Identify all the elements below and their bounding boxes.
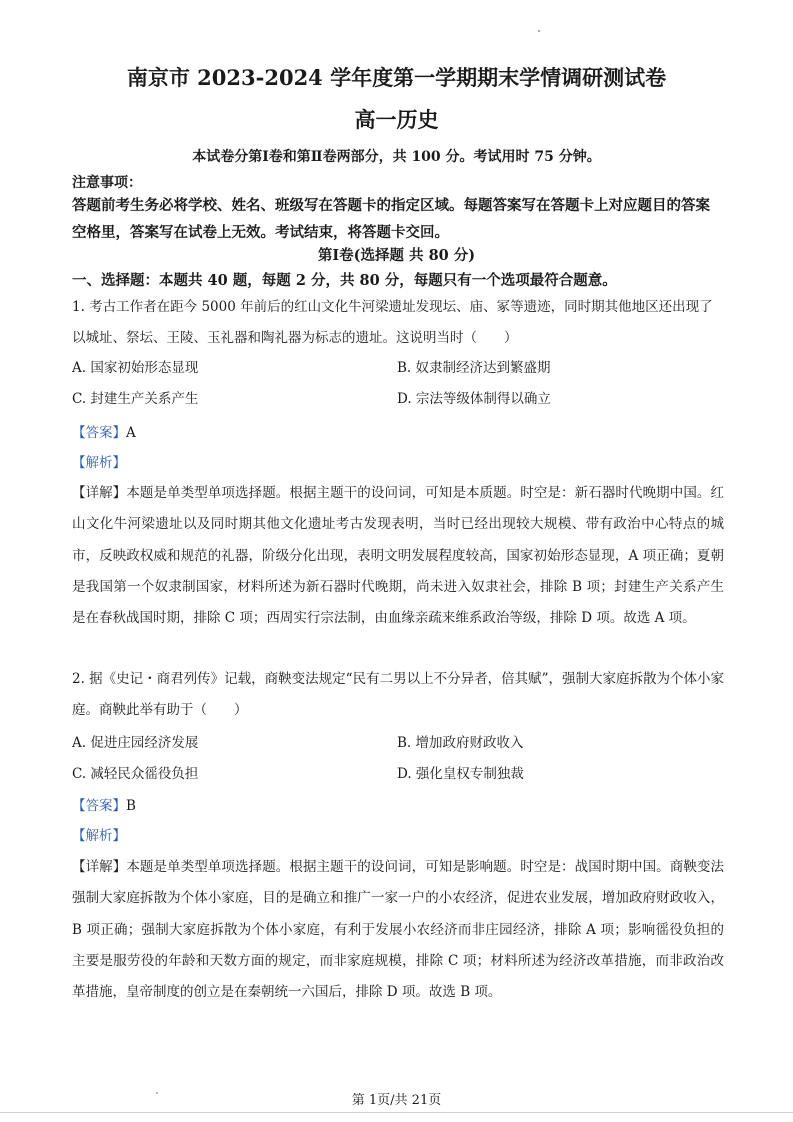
option-d: D. 宗法等级体制得以确立 [397,391,551,407]
answer-value: B [126,798,136,814]
option-b: B. 增加政府财政收入 [397,735,524,751]
option-d: D. 强化皇权专制独裁 [397,766,524,782]
exam-subject: 高一历史 [354,107,439,132]
option-a: A. 促进庄园经济发展 [72,735,199,751]
answer-value: A [126,425,136,441]
scan-dot [538,30,540,32]
exam-info: 本试卷分第Ⅰ卷和第Ⅱ卷两部分，共 100 分。考试用时 75 分钟。 [192,149,601,165]
analysis-label: 【解析】 [72,828,126,844]
analysis-label: 【解析】 [72,455,126,471]
question-1-answer [72,418,136,449]
question-2-analysis [72,821,126,852]
option-c: C. 减轻民众徭役负担 [72,766,199,782]
part-title: 第Ⅰ卷(选择题 共 80 分) [317,247,476,264]
question-1-detail: 【详解】本题是单类型单项选择题。根据主题干的设问词，可知是本质题。时空是：新石器时代晚期中国。红山文化牛河梁遗址以及同时期其他文化遗址考古发现表明，当时已经出现较大规模、带有政治中心特点的城市，反映政权威和规范的礼器，阶级分化出现，表明文明发展程度较高，国家初始形态显现，A 项正确；夏朝是我国第一个奴隶制国家，材料所述为新石器时代晚期，尚未进入奴隶社会，排除 B 项；封建生产关系产生是在春秋战国时期，排除 C 项；西周实行宗法制，由血缘亲疏来维系政治等级，排除 D 项。故选 A 项。 [72,485,724,627]
notes-body: 答题前考生务必将学校、姓名、班级写在答题卡的指定区域。每题答案写在答题卡上对应题目的答案空格里，答案写在试卷上无效。考试结束，将答题卡交回。 [72,197,710,241]
option-a: A. 国家初始形态显现 [72,360,199,376]
question-2-stem: 2. 据《史记・商君列传》记载，商鞅变法规定“民有二男以上不分异者，倍其赋”，强制大家庭拆散为个体小家庭。商鞅此举有助于（ ） [72,671,724,718]
notes-heading: 注意事项： [72,175,142,191]
option-c: C. 封建生产关系产生 [72,391,199,407]
page-number: 第 1页/共 21页 [351,1093,442,1108]
answer-label: 【答案】 [72,798,126,814]
exam-title: 南京市 2023-2024 学年度第一学期期末学情调研测试卷 [126,65,667,90]
question-2-detail: 【详解】本题是单类型单项选择题。根据主题干的设问词，可知是影响题。时空是：战国时期中国。商鞅变法强制大家庭拆散为个体小家庭，目的是确立和推广一家一户的小农经济，促进农业发展，增加政府财政收入，B 项正确；强制大家庭拆散为个体小家庭，有利于发展小农经济而非庄园经济，排除 A 项；影响徭役负担的主要是服劳役的年龄和天数方面的规定，而非家庭规模，排除 C 项；材料所述为经济改革措施，而非政治改革措施，皇帝制度的创立是在秦朝统一六国后，排除 D 项。故选 B 项。 [72,859,724,1001]
question-2-options-row-1 [72,728,724,759]
bottom-divider [0,1112,793,1113]
question-1-stem: 1. 考古工作者在距今 5000 年前后的红山文化牛河梁遗址发现坛、庙、冢等遗迹，同时期其他地区还出现了以城址、祭坛、王陵、玉礼器和陶礼器为标志的遗址。这说明当时（ ） [72,299,713,346]
question-1-options-row-1 [72,353,724,384]
question-1-analysis [72,448,126,479]
question-2-answer [72,791,136,822]
question-2-options-row-2 [72,759,724,790]
answer-label: 【答案】 [72,425,126,441]
question-1-options-row-2 [72,384,724,415]
option-b: B. 奴隶制经济达到繁盛期 [397,360,551,376]
section-heading: 一、选择题：本题共 40 题，每题 2 分，共 80 分，每题只有一个选项最符合题意。 [72,272,617,289]
